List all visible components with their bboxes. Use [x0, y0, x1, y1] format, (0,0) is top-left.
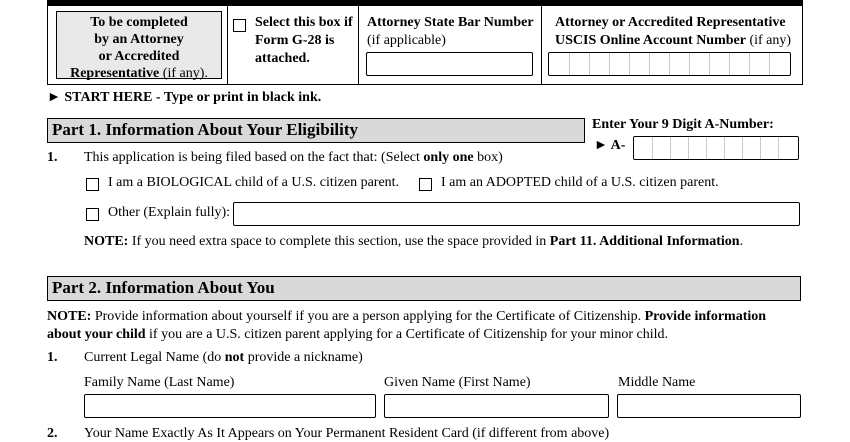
given-name-input[interactable] — [384, 394, 609, 418]
q-end: provide a nickname) — [244, 350, 363, 365]
digit-divider — [769, 53, 770, 75]
family-name-label: Family Name (Last Name) — [84, 375, 235, 390]
other-label: Other (Explain fully): — [108, 205, 231, 220]
other-explain-input[interactable] — [233, 202, 800, 226]
other-checkbox[interactable] — [86, 208, 99, 221]
g28-checkbox[interactable] — [233, 19, 246, 32]
digit-divider — [778, 137, 779, 159]
prep-last-suffix: (if any). — [159, 66, 208, 81]
note-bold: Part 11. Additional Information — [549, 234, 740, 249]
uscis-line2: USCIS Online Account Number — [555, 33, 746, 48]
q1-end: box) — [473, 150, 503, 165]
uscis-line1: Attorney or Accredited Representative — [555, 15, 786, 30]
note-text: Provide information about yourself if you are a person applying for the Certificate of Citizenship. — [91, 309, 645, 324]
note-label: NOTE: — [84, 234, 129, 249]
q1-text: This application is being filed based on the fact that: (Select — [84, 150, 424, 165]
given-name-label: Given Name (First Name) — [384, 375, 531, 390]
note-end: . — [739, 234, 744, 249]
digit-divider — [669, 53, 670, 75]
bar-title: Attorney State Bar Number — [367, 15, 534, 30]
anumber-prefix: ► A- — [594, 138, 626, 153]
header-divider — [358, 5, 359, 85]
bar-sub: (if applicable) — [367, 33, 446, 48]
prep-line — [57, 65, 221, 82]
uscis-account-input[interactable] — [548, 52, 791, 76]
attorney-prep-notice — [56, 11, 222, 79]
prep-last: Representative — [70, 66, 160, 81]
digit-divider — [724, 137, 725, 159]
biological-label: I am a BIOLOGICAL child of a U.S. citizen parent. — [108, 175, 400, 190]
digit-divider — [609, 53, 610, 75]
adopted-checkbox[interactable] — [419, 178, 432, 191]
start-here-instruction: ► START HERE - Type or print in black ink. — [47, 90, 322, 105]
header-divider — [541, 5, 542, 85]
digit-divider — [742, 137, 743, 159]
anumber-label: Enter Your 9 Digit A-Number: — [592, 117, 774, 132]
uscis-account-label — [555, 14, 791, 50]
note-bold: Provide information — [644, 309, 767, 324]
prep-line: by an Attorney — [94, 32, 184, 47]
g28-label — [255, 14, 353, 68]
digit-divider — [706, 137, 707, 159]
note-label: NOTE: — [47, 309, 92, 324]
bar-number-label — [367, 14, 534, 50]
digit-divider — [688, 137, 689, 159]
note-text: if you are a U.S. citizen parent applying for a Certificate of Citizenship for your minor child. — [145, 327, 669, 342]
digit-divider — [729, 53, 730, 75]
digit-divider — [670, 137, 671, 159]
digit-divider — [649, 53, 650, 75]
q-text: Current Legal Name (do — [84, 350, 225, 365]
part2-title: Part 2. Information About You — [47, 276, 801, 301]
note-bold: about your child — [47, 327, 146, 342]
digit-divider — [760, 137, 761, 159]
digit-divider — [689, 53, 690, 75]
g28-line: attached. — [255, 51, 310, 66]
digit-divider — [589, 53, 590, 75]
anumber-input[interactable] — [633, 136, 799, 160]
adopted-label: I am an ADOPTED child of a U.S. citizen parent. — [441, 175, 719, 190]
q-bold: not — [224, 350, 245, 365]
middle-name-label: Middle Name — [618, 375, 696, 390]
q2-question: Your Name Exactly As It Appears on Your Permanent Resident Card (if different from above) — [84, 426, 610, 441]
note-text: If you need extra space to complete this section, use the space provided in — [128, 234, 550, 249]
prep-line: To be completed — [90, 15, 188, 30]
legal-name-question — [84, 350, 363, 366]
digit-divider — [569, 53, 570, 75]
bar-number-input[interactable] — [366, 52, 533, 76]
q1-question — [84, 150, 503, 166]
part1-title: Part 1. Information About Your Eligibility — [47, 118, 585, 143]
q1-bold: only one — [423, 150, 474, 165]
biological-checkbox[interactable] — [86, 178, 99, 191]
middle-name-input[interactable] — [617, 394, 801, 418]
family-name-input[interactable] — [84, 394, 376, 418]
q1-number: 1. — [47, 350, 58, 365]
header-divider — [227, 5, 228, 85]
digit-divider — [709, 53, 710, 75]
digit-divider — [749, 53, 750, 75]
uscis-suffix: (if any) — [745, 33, 792, 48]
part2-note — [47, 308, 766, 344]
prep-line: or Accredited — [98, 49, 180, 64]
g28-line: Form G-28 is — [255, 33, 335, 48]
g28-line: Select this box if — [255, 15, 353, 30]
q2-number: 2. — [47, 426, 58, 441]
digit-divider — [629, 53, 630, 75]
digit-divider — [652, 137, 653, 159]
q1-number: 1. — [47, 150, 58, 165]
part1-note — [84, 234, 743, 250]
